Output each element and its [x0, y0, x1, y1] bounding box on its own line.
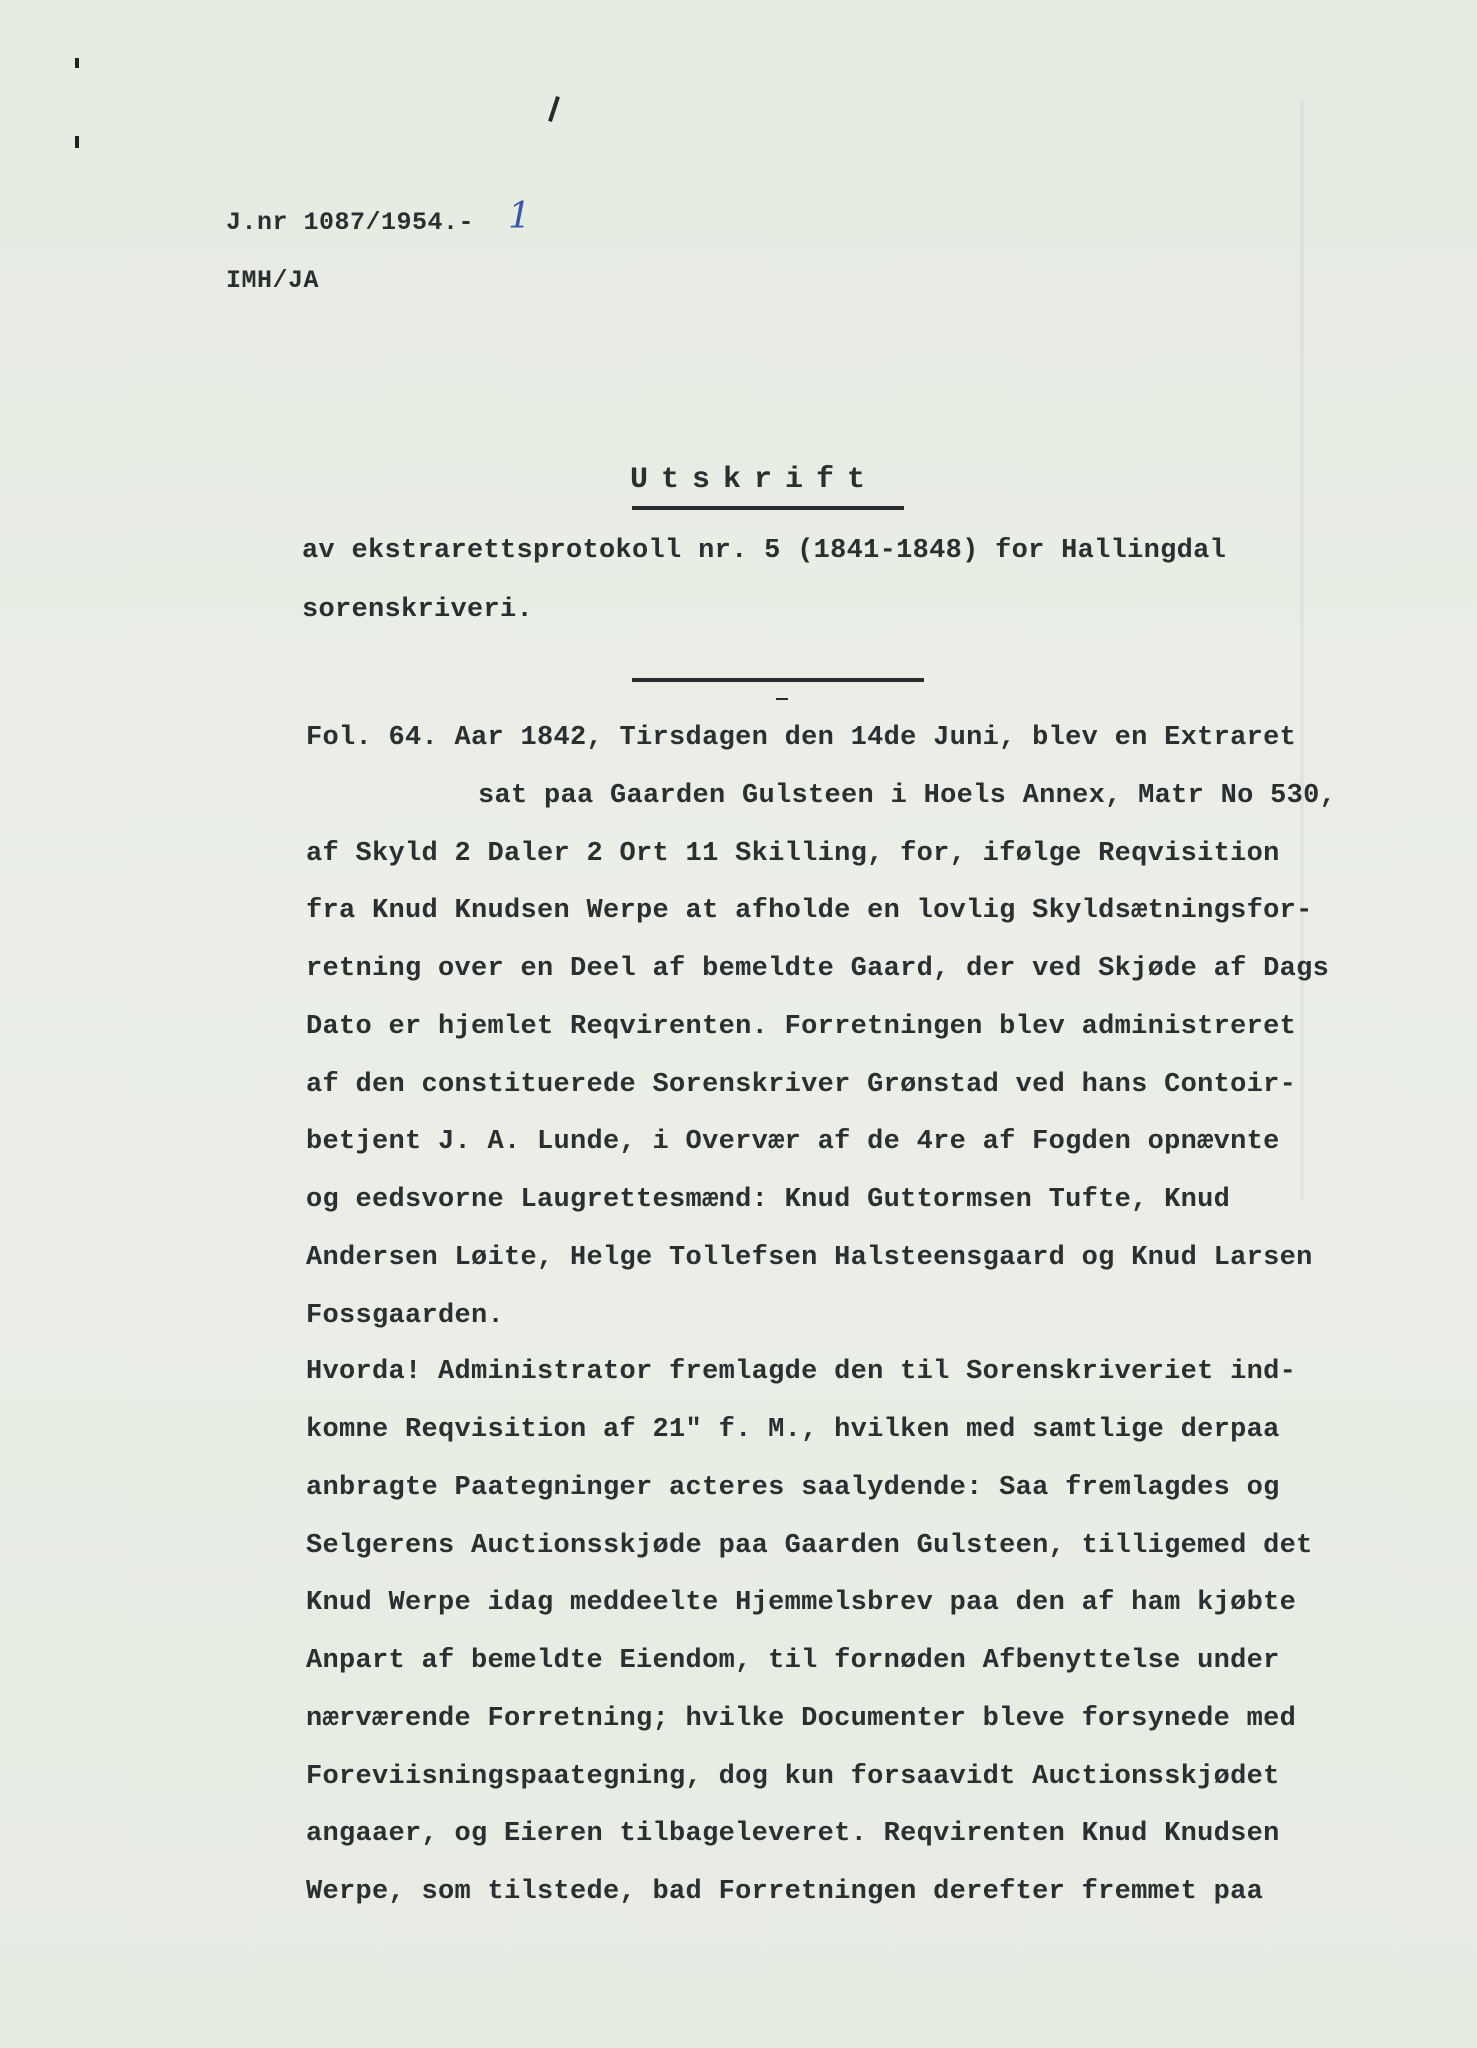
body-line: og eedsvorne Laugrettesmænd: Knud Guttormsen Tufte, Knud — [306, 1185, 1231, 1215]
journal-number: J.nr 1087/1954.- — [226, 208, 475, 237]
subtitle-line: sorenskriveri. — [302, 595, 534, 625]
margin-mark-top — [75, 58, 79, 68]
title-underline — [632, 506, 904, 510]
body-line: betjent J. A. Lunde, i Overvær af de 4re af Fogden opnævnte — [306, 1127, 1280, 1157]
body-line: Werpe, som tilstede, bad Forretningen derefter fremmet paa — [306, 1877, 1264, 1907]
body-line: Knud Werpe idag meddeelte Hjemmelsbrev paa den af ham kjøbte — [306, 1588, 1297, 1618]
body-line: Fol. 64. Aar 1842, Tirsdagen den 14de Juni, blev en Extraret — [306, 723, 1297, 753]
body-line: Anpart af bemeldte Eiendom, til fornøden Afbenyttelse under — [306, 1646, 1280, 1676]
section-divider — [632, 678, 924, 682]
body-line: Foreviisningspaategning, dog kun forsaavidt Auctionsskjødet — [306, 1762, 1280, 1792]
body-line: af Skyld 2 Daler 2 Ort 11 Skilling, for, ifølge Reqvisition — [306, 839, 1280, 869]
subtitle-line: av ekstrarettsprotokoll nr. 5 (1841-1848) for Hallingdal — [302, 536, 1227, 566]
body-line: Fossgaarden. — [306, 1301, 505, 1331]
faded-stamp-trace — [1300, 100, 1304, 1200]
body-line: nærværende Forretning; hvilke Documenter bleve forsynede med — [306, 1704, 1297, 1734]
handwritten-number: 1 — [508, 196, 531, 237]
margin-mark-bottom — [75, 136, 79, 148]
body-line: sat paa Gaarden Gulsteen i Hoels Annex, Matr No 530, — [478, 781, 1337, 811]
body-line: Selgerens Auctionsskjøde paa Gaarden Gulsteen, tilligemed det — [306, 1531, 1313, 1561]
body-line: komne Reqvisition af 21" f. M., hvilken med samtlige derpaa — [306, 1415, 1280, 1445]
body-line: af den constituerede Sorenskriver Grønstad ved hans Contoir- — [306, 1070, 1297, 1100]
divider-mark — [776, 698, 788, 700]
body-line: retning over en Deel af bemeldte Gaard, der ved Skjøde af Dags — [306, 954, 1330, 984]
document-title: Utskrift — [630, 463, 879, 497]
body-line: Hvorda! Administrator fremlagde den til Sorenskriveriet ind- — [306, 1357, 1297, 1387]
body-line: angaaer, og Eieren tilbageleveret. Reqvirenten Knud Knudsen — [306, 1819, 1280, 1849]
body-line: Andersen Løite, Helge Tollefsen Halsteensgaard og Knud Larsen — [306, 1243, 1313, 1273]
pen-tick-mark — [548, 96, 560, 122]
body-line: Dato er hjemlet Reqvirenten. Forretningen blev administreret — [306, 1012, 1297, 1042]
initials: IMH/JA — [226, 266, 320, 295]
body-line: fra Knud Knudsen Werpe at afholde en lovlig Skyldsætningsfor- — [306, 896, 1313, 926]
body-line: anbragte Paategninger acteres saalydende: Saa fremlagdes og — [306, 1473, 1280, 1503]
